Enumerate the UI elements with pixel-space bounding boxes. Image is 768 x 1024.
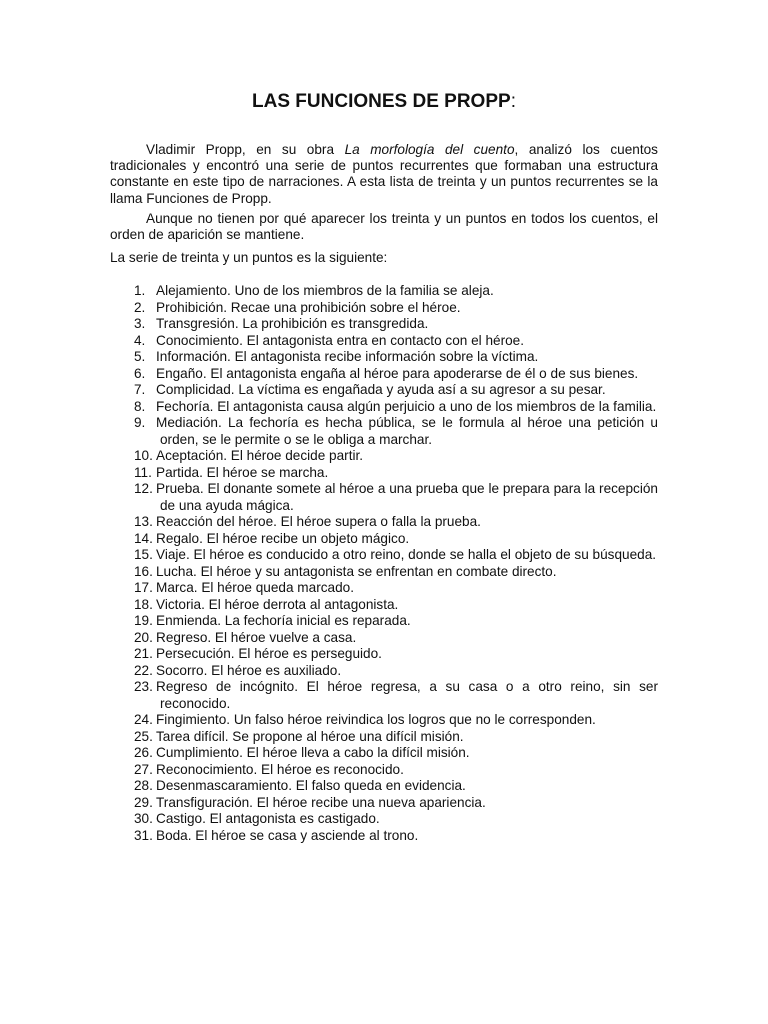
function-number: 16. [134,563,153,579]
function-text: Transfiguración. El héroe recibe una nueva apariencia. [156,794,486,810]
function-text: Engaño. El antagonista engaña al héroe para apoderarse de él o de sus bienes. [156,365,639,381]
function-text: Regreso de incógnito. El héroe regresa, a su casa o a otro reino, sin ser reconocido. [156,679,658,711]
function-list-item [110,333,658,350]
function-list-item [110,762,658,779]
function-list-item [110,712,658,729]
function-list-item [110,811,658,828]
function-number: 7. [134,382,146,397]
functions-list [110,283,658,844]
intro-paragraph [110,142,658,207]
function-number: 28. [134,778,153,793]
function-list-item [110,448,658,465]
function-list-item [110,630,658,647]
function-list-item [110,481,658,514]
function-text: Regalo. El héroe recibe un objeto mágico. [156,530,410,546]
function-number: 1. [134,283,146,298]
function-number: 15. [134,547,153,562]
function-text: Regreso. El héroe vuelve a casa. [156,629,357,645]
function-list-item [110,597,658,614]
function-list-item [110,531,658,548]
function-text: Reacción del héroe. El héroe supera o falla la prueba. [156,514,481,529]
function-text: Conocimiento. El antagonista entra en contacto con el héroe. [156,332,525,348]
intro-text-before: Vladimir Propp, en su obra [146,142,345,157]
function-text: Mediación. La fechoría es hecha pública, se le formula al héroe una petición u orden, se le permite o se le obliga a marchar. [156,415,658,447]
function-number: 31. [134,827,153,843]
function-number: 27. [134,761,153,777]
function-number: 21. [134,646,153,661]
function-number: 8. [134,398,146,414]
function-text: Información. El antagonista recibe información sobre la víctima. [156,349,539,364]
function-text: Castigo. El antagonista es castigado. [156,811,380,826]
function-number: 6. [134,365,146,381]
function-text: Boda. El héroe se casa y asciende al trono. [156,827,419,843]
function-text: Partida. El héroe se marcha. [156,464,329,480]
function-list-item [110,778,658,795]
function-number: 17. [134,580,153,595]
function-text: Desenmascaramiento. El falso queda en evidencia. [156,778,466,793]
function-list-item [110,745,658,762]
function-number: 30. [134,811,153,826]
document-title [110,90,658,114]
function-list-item [110,366,658,383]
function-list-item [110,580,658,597]
function-number: 19. [134,613,153,628]
title-text: LAS FUNCIONES DE PROPP [252,91,511,112]
function-text: Alejamiento. Uno de los miembros de la familia se aleja. [156,283,494,298]
function-number: 12. [134,481,153,496]
function-text: Persecución. El héroe es perseguido. [156,646,382,661]
function-text: Reconocimiento. El héroe es reconocido. [156,761,404,777]
book-title-italic: La morfología del cuento [344,142,515,157]
intro-text-after: , analizó los cuentos tradicionales y encontró una serie de puntos recurrentes que formaban una estructura constante en este tipo de narraciones. A esta lista de treinta y un puntos recurrentes se la llama Funciones de Propp. [110,142,658,206]
function-text: Transgresión. La prohibición es transgredida. [156,316,429,331]
function-number: 20. [134,629,153,645]
function-text: Prohibición. Recae una prohibición sobre el héroe. [156,299,461,315]
function-list-item [110,514,658,531]
function-number: 2. [134,299,146,315]
function-number: 14. [134,530,153,546]
function-number: 3. [134,316,146,331]
function-list-item [110,415,658,448]
order-paragraph: Aunque no tienen por qué aparecer los treinta y un puntos en todos los cuentos, el orden de aparición se mantiene. [110,211,658,243]
function-text: Socorro. El héroe es auxiliado. [156,662,342,678]
function-text: Aceptación. El héroe decide partir. [156,448,364,463]
function-list-item [110,399,658,416]
function-list-item [110,828,658,845]
function-list-item [110,465,658,482]
function-text: Marca. El héroe queda marcado. [156,580,354,595]
function-number: 24. [134,712,153,727]
function-text: Complicidad. La víctima es engañada y ayuda así a su agresor a su pesar. [156,382,606,397]
function-number: 9. [134,415,146,430]
function-number: 29. [134,794,153,810]
function-text: Prueba. El donante somete al héroe a una prueba que le prepara para la recepción de una ayuda mágica. [156,481,658,513]
function-number: 4. [134,332,146,348]
function-number: 10. [134,448,153,463]
function-number: 13. [134,514,153,529]
function-text: Lucha. El héroe y su antagonista se enfrentan en combate directo. [156,563,557,579]
function-list-item [110,349,658,366]
function-list-item [110,564,658,581]
function-list-item [110,316,658,333]
function-list-item [110,679,658,712]
function-text: Fingimiento. Un falso héroe reivindica los logros que no le corresponden. [156,712,596,727]
function-text: Viaje. El héroe es conducido a otro reino, donde se halla el objeto de su búsqueda. [156,547,657,562]
function-number: 22. [134,662,153,678]
function-list-item [110,300,658,317]
function-text: Fechoría. El antagonista causa algún perjuicio a uno de los miembros de la familia. [156,398,657,414]
function-text: Cumplimiento. El héroe lleva a cabo la difícil misión. [156,745,470,760]
function-list-item [110,547,658,564]
function-number: 5. [134,349,146,364]
function-number: 23. [134,679,153,694]
function-list-item [110,382,658,399]
function-list-item [110,663,658,680]
function-number: 25. [134,728,153,744]
function-number: 18. [134,596,153,612]
title-colon: : [510,91,516,112]
function-number: 11. [134,464,152,480]
function-list-item [110,795,658,812]
function-list-item [110,283,658,300]
function-list-item [110,729,658,746]
function-number: 26. [134,745,153,760]
function-text: Tarea difícil. Se propone al héroe una difícil misión. [156,728,464,744]
function-list-item [110,613,658,630]
list-intro-paragraph: La serie de treinta y un puntos es la siguiente: [110,250,388,265]
function-text: Enmienda. La fechoría inicial es reparada. [156,613,411,628]
function-list-item [110,646,658,663]
function-text: Victoria. El héroe derrota al antagonista. [156,596,399,612]
